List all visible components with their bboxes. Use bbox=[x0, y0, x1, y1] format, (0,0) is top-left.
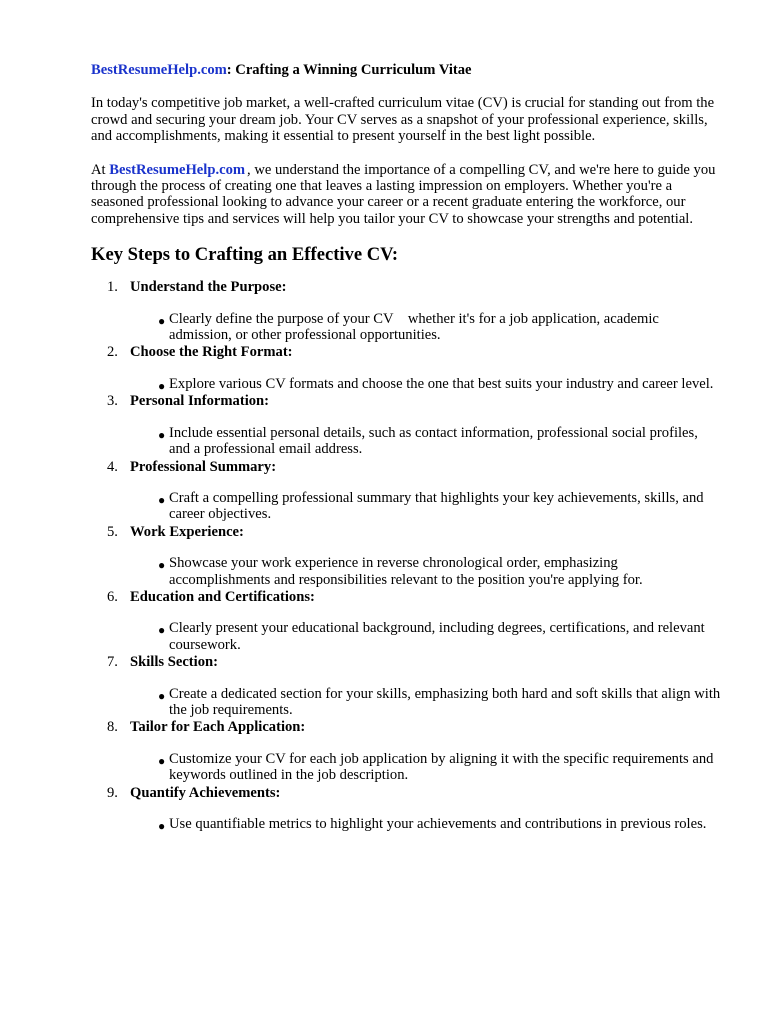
step-detail-text: Craft a compelling professional summary that highlights your key achievements, skills, and career objectives. bbox=[169, 489, 704, 523]
step-heading bbox=[91, 393, 721, 409]
brand-link-inline[interactable]: BestResumeHelp.com bbox=[109, 161, 246, 178]
step-item bbox=[91, 785, 721, 833]
step-title: Professional Summary: bbox=[130, 458, 277, 475]
step-detail-text: Create a dedicated section for your skills, emphasizing both hard and soft skills that align with the job requirements. bbox=[169, 685, 721, 718]
step-item bbox=[91, 524, 721, 588]
step-detail-text: Showcase your work experience in reverse chronological order, emphasizing accomplishments and responsibilities relevant to the position you're applying for. bbox=[169, 555, 643, 588]
step-number: 1. bbox=[107, 279, 118, 296]
step-title: Education and Certifications: bbox=[130, 588, 315, 605]
step-title: Personal Information: bbox=[130, 393, 270, 410]
steps-list bbox=[91, 279, 721, 832]
bullet-icon: ● bbox=[158, 753, 166, 768]
document-title bbox=[91, 62, 721, 78]
step-detail bbox=[158, 310, 721, 344]
document-title-text: : Crafting a Winning Curriculum Vitae bbox=[226, 62, 472, 78]
step-detail-text: Include essential personal details, such as contact information, professional social profiles, and a professional email address. bbox=[169, 424, 698, 458]
step-detail bbox=[158, 424, 721, 458]
bullet-icon: ● bbox=[158, 623, 166, 638]
intro-paragraph-1: In today's competitive job market, a well-crafted curriculum vitae (CV) is crucial for standing out from the crowd and securing your dream job. Your CV serves as a snapshot of your professional experience, skills, and accomplishments, making it essential to present yourself in the best light possible. bbox=[91, 95, 715, 145]
bullet-icon: ● bbox=[158, 427, 166, 442]
step-item bbox=[91, 719, 721, 783]
step-item bbox=[91, 279, 721, 343]
step-detail bbox=[158, 555, 721, 588]
step-detail bbox=[158, 750, 721, 784]
intro-paragraph-2 bbox=[91, 162, 721, 228]
step-detail-text: Use quantifiable metrics to highlight your achievements and contributions in previous roles. bbox=[169, 816, 707, 832]
step-item bbox=[91, 393, 721, 457]
step-item bbox=[91, 654, 721, 718]
step-detail-text: Clearly present your educational background, including degrees, certifications, and relevant coursework. bbox=[169, 620, 705, 653]
step-number: 5. bbox=[107, 523, 118, 540]
step-heading bbox=[91, 589, 721, 605]
step-heading bbox=[91, 654, 721, 670]
step-number: 6. bbox=[107, 588, 118, 605]
step-number: 9. bbox=[107, 784, 118, 801]
step-detail bbox=[158, 375, 721, 393]
step-number: 8. bbox=[107, 719, 118, 736]
step-detail-text: Clearly define the purpose of your CV whether it's for a job application, academic admission, or other professional opportunities. bbox=[169, 310, 663, 344]
step-title: Skills Section: bbox=[130, 654, 218, 671]
step-heading bbox=[91, 524, 721, 540]
step-item bbox=[91, 589, 721, 653]
step-heading bbox=[91, 344, 721, 360]
step-number: 7. bbox=[107, 654, 118, 671]
step-title: Understand the Purpose: bbox=[130, 279, 287, 296]
step-detail-text: Explore various CV formats and choose the one that best suits your industry and career level. bbox=[169, 375, 714, 392]
bullet-icon: ● bbox=[158, 492, 166, 507]
step-title: Choose the Right Format: bbox=[130, 344, 293, 361]
intro-paragraph-2-rest: , we understand the importance of a compelling CV, and we're here to guide you through the process of creating one that leaves a lasting impression on employers. Whether you're a seasoned professional looking to advance your career or a recent graduate entering the workforce, our comprehensive tips and services will help you tailor your CV to showcase your strengths and potential. bbox=[91, 161, 716, 227]
step-title: Work Experience: bbox=[130, 523, 244, 540]
step-title: Tailor for Each Application: bbox=[130, 719, 306, 736]
bullet-icon: ● bbox=[158, 819, 166, 833]
step-number: 4. bbox=[107, 458, 118, 475]
step-item bbox=[91, 459, 721, 523]
document-content bbox=[91, 62, 721, 832]
step-number: 3. bbox=[107, 393, 118, 410]
step-heading bbox=[91, 785, 721, 801]
step-detail bbox=[158, 685, 721, 719]
step-detail-text: Customize your CV for each job application by aligning it with the specific requirements and keywords outlined in the job description. bbox=[169, 750, 714, 784]
bullet-icon: ● bbox=[158, 378, 166, 393]
section-heading: Key Steps to Crafting an Effective CV: bbox=[91, 244, 399, 266]
brand-link[interactable]: BestResumeHelp.com bbox=[91, 62, 227, 78]
step-heading bbox=[91, 279, 721, 295]
step-detail bbox=[158, 489, 721, 523]
step-number: 2. bbox=[107, 344, 118, 361]
step-item bbox=[91, 344, 721, 392]
intro-paragraph-2-prefix: At bbox=[91, 161, 106, 178]
step-detail bbox=[158, 816, 721, 833]
step-title: Quantify Achievements: bbox=[130, 784, 281, 801]
step-heading bbox=[91, 459, 721, 475]
step-heading bbox=[91, 719, 721, 735]
bullet-icon: ● bbox=[158, 688, 166, 703]
step-detail bbox=[158, 620, 721, 653]
bullet-icon: ● bbox=[158, 558, 166, 573]
bullet-icon: ● bbox=[158, 313, 166, 328]
